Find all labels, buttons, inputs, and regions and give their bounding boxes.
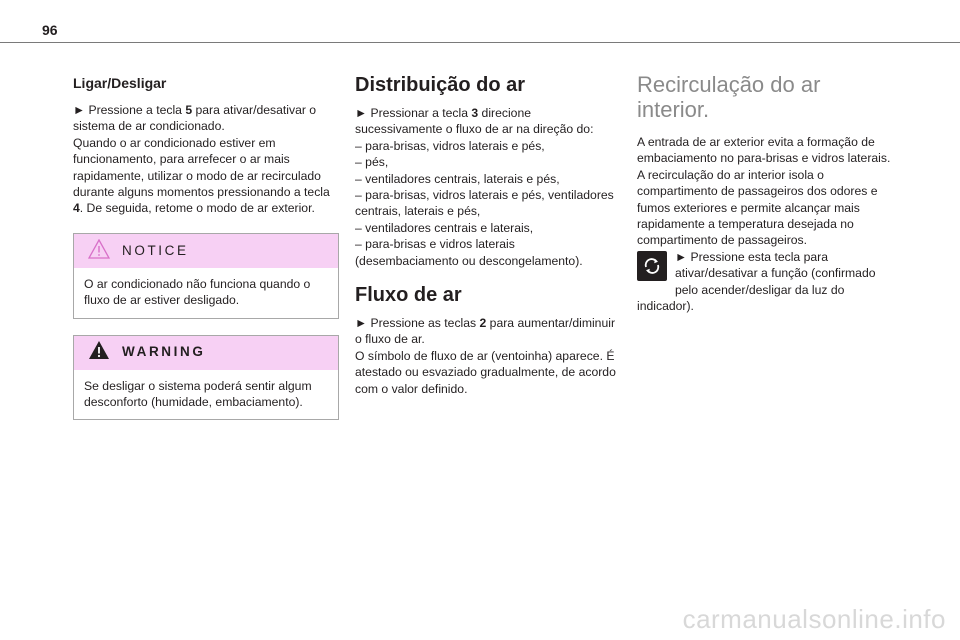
list-item: – para-brisas, vidros laterais e pés, ventiladores centrais, laterais e pés, [355, 188, 614, 219]
notice-triangle-icon [88, 239, 110, 263]
text-run: para ativar/desativar o sistema de ar condicionado. [73, 103, 317, 134]
text-run: ► Pressionar a tecla [355, 106, 472, 120]
text-run: Quando o ar condicionado estiver em funcionamento, para arrefecer o ar mais rapidamente, utilizar o modo de ar recirculado durante alguns momentos pressionando a tecla [73, 135, 330, 200]
column-right [637, 60, 897, 314]
key-number: 5 [185, 103, 193, 117]
notice-box [73, 233, 339, 319]
key-number: 2 [479, 316, 487, 331]
recirculation-icon [637, 251, 667, 281]
text-run: direcione sucessivamente o fluxo de ar na direção do: [355, 106, 594, 137]
warning-box [73, 335, 339, 421]
paragraph-air-flow-keys [355, 315, 621, 348]
paragraph-recirculation-tip [73, 135, 339, 217]
list-item: – pés, [355, 155, 389, 170]
section-heading-on-off: Ligar/Desligar [73, 75, 167, 91]
text-run: ► Pressione a tecla [73, 103, 186, 117]
warning-triangle-icon [88, 340, 110, 364]
column-left [73, 60, 339, 420]
list-item: – ventiladores centrais e laterais, [355, 220, 534, 235]
key-number: 3 [471, 106, 479, 120]
recirculation-instruction: ► Pressione esta tecla para ativar/desativar a função (confirmado pelo acender/desligar da luz do indicador). [637, 249, 876, 314]
list-item: – para-brisas, vidros laterais e pés, [355, 138, 545, 153]
paragraph-recirculation-info: A recirculação do ar interior isola o compartimento de passageiros dos odores e fumos exteriores e permite alcançar mais rapidamente a temperatura desejada no compartimento de passageiros. [637, 167, 878, 248]
section-heading-air-flow: Fluxo de ar [355, 284, 462, 307]
text-run: . De seguida, retome o modo de ar exterior. [79, 201, 315, 216]
warning-body: Se desligar o sistema poderá sentir algum desconforto (humidade, embaciamento). [84, 378, 312, 410]
list-item: – ventiladores centrais, laterais e pés, [355, 171, 560, 186]
section-heading-air-distribution: Distribuição do ar [355, 74, 526, 96]
notice-header [74, 234, 338, 268]
paragraph-recirculation-button [637, 249, 897, 315]
text-run: ► Pressione as teclas [355, 316, 480, 331]
warning-header [74, 336, 338, 370]
header-divider [0, 42, 960, 43]
paragraph-toggle-ac [73, 102, 339, 135]
paragraph-exterior-air: A entrada de ar exterior evita a formação de embaciamento no para-brisas e vidros laterais. [637, 135, 891, 166]
key-number: 4 [73, 201, 80, 216]
paragraph-distribution [355, 105, 621, 138]
column-middle [355, 60, 621, 397]
paragraph-fan-symbol: O símbolo de fluxo de ar (ventoinha) aparece. É atestado ou esvaziado gradualmente, de acordo com o valor definido. [355, 348, 616, 396]
distribution-list [355, 138, 621, 269]
page-number: 96 [42, 22, 58, 38]
notice-body: O ar condicionado não funciona quando o fluxo de ar estiver desligado. [84, 276, 311, 308]
warning-title: WARNING [122, 344, 206, 360]
text-run: para aumentar/diminuir o fluxo de ar. [355, 316, 616, 347]
notice-title: NOTICE [122, 242, 189, 258]
list-item: – para-brisas e vidros laterais (desembaciamento ou descongelamento). [355, 237, 583, 268]
watermark: carmanualsonline.info [682, 604, 946, 634]
section-heading-recirculation: Recirculação do ar interior. [637, 72, 821, 122]
